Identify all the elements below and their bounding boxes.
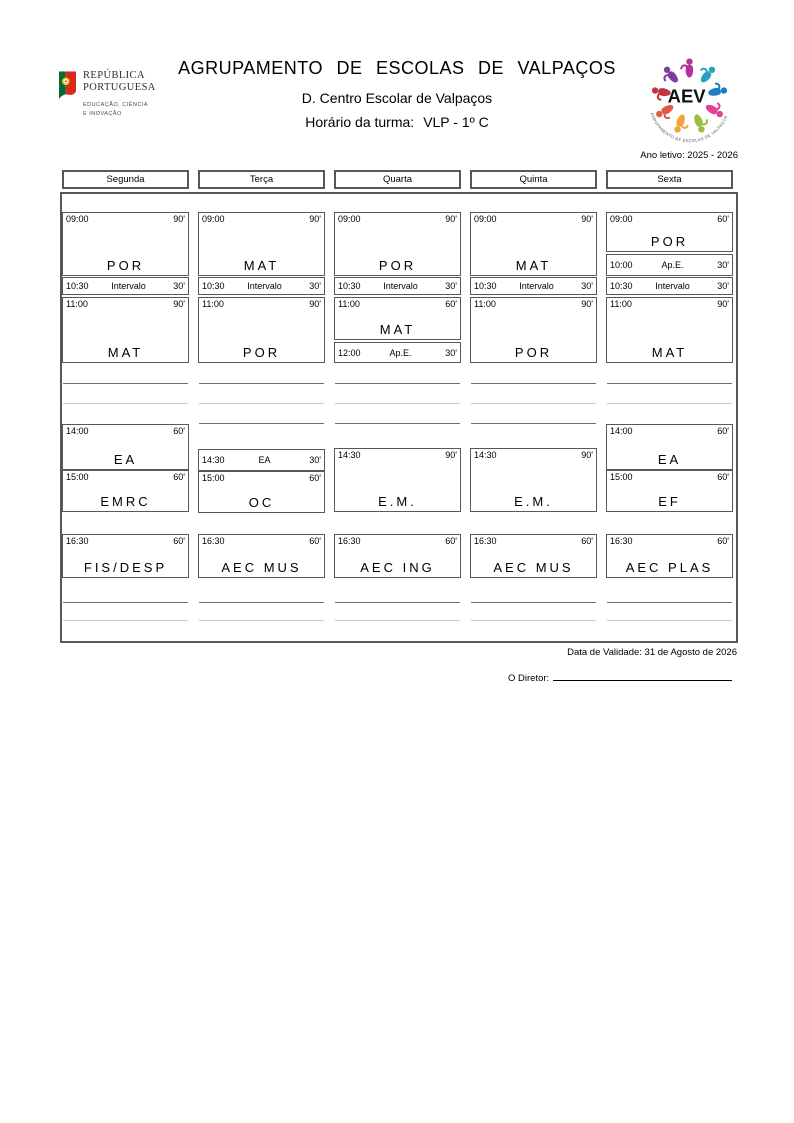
lesson-block xyxy=(334,297,461,340)
aev-figure xyxy=(693,112,711,134)
rule-line xyxy=(471,383,596,384)
day-header-label: Quinta xyxy=(519,174,548,185)
lesson-duration: 60' xyxy=(445,536,457,546)
lesson-duration: 60' xyxy=(173,426,185,436)
period-label: EA xyxy=(258,455,271,465)
period-label: Ap.E. xyxy=(389,347,412,358)
lesson-block xyxy=(606,297,733,363)
lesson-subject: POR xyxy=(242,345,281,360)
lesson-start-time: 16:30 xyxy=(202,536,225,546)
lesson-duration: 90' xyxy=(581,299,593,309)
period-duration: 30' xyxy=(173,281,185,291)
gov-logo-line2: PORTUGUESA xyxy=(83,81,156,93)
rule-line xyxy=(63,403,188,404)
period-time: 10:00 xyxy=(610,260,633,270)
lesson-duration: 60' xyxy=(717,426,729,436)
day-header-label: Sexta xyxy=(657,174,682,185)
rule-line xyxy=(63,602,188,603)
lesson-subject: EMRC xyxy=(100,494,151,509)
lesson-time-row xyxy=(63,535,188,546)
lesson-start-time: 14:00 xyxy=(66,426,89,436)
period-time: 10:30 xyxy=(202,281,225,291)
day-header-quarta xyxy=(334,170,461,189)
lesson-block xyxy=(606,212,733,252)
lesson-subject: POR xyxy=(514,345,553,360)
lesson-time-row xyxy=(471,298,596,309)
lesson-block xyxy=(198,297,325,363)
lesson-time-row xyxy=(199,535,324,546)
lesson-subject: AEC ING xyxy=(360,560,435,575)
lesson-start-time: 14:00 xyxy=(610,426,633,436)
lesson-block xyxy=(606,424,733,470)
lesson-duration: 90' xyxy=(173,214,185,224)
lesson-time-row xyxy=(335,449,460,460)
rule-line xyxy=(607,620,732,621)
validity-date-label: Data de Validade: 31 de Agosto de 2026 xyxy=(567,647,737,658)
timetable-grid xyxy=(60,192,738,643)
rule-line xyxy=(335,383,460,384)
lesson-block xyxy=(334,448,461,512)
day-header-label: Segunda xyxy=(106,174,145,185)
lesson-start-time: 15:00 xyxy=(66,472,89,482)
lesson-duration: 60' xyxy=(309,536,321,546)
lesson-duration: 60' xyxy=(717,472,729,482)
lesson-start-time: 16:30 xyxy=(66,536,89,546)
gov-logo-dept-line1: EDUCAÇÃO, CIÊNCIA xyxy=(83,102,149,109)
lesson-subject: EA xyxy=(113,452,138,467)
lesson-start-time: 09:00 xyxy=(610,214,633,224)
rule-line xyxy=(199,403,324,404)
break-row xyxy=(470,277,597,295)
rule-line xyxy=(199,383,324,384)
lesson-time-row xyxy=(199,298,324,309)
lesson-block xyxy=(470,212,597,276)
lesson-block xyxy=(62,297,189,363)
lesson-subject: AEC MUS xyxy=(221,560,302,575)
day-header-label: Quarta xyxy=(382,174,413,185)
lesson-block xyxy=(470,448,597,512)
rule-line xyxy=(199,602,324,603)
lesson-time-row xyxy=(63,298,188,309)
lesson-start-time: 11:00 xyxy=(66,299,88,309)
aev-figure xyxy=(695,62,716,84)
lesson-subject: MAT xyxy=(651,345,688,360)
class-schedule-label: Horário da turma: xyxy=(305,114,415,130)
lesson-subject: OC xyxy=(248,495,275,510)
rule-line xyxy=(607,403,732,404)
lesson-block xyxy=(62,212,189,276)
break-row xyxy=(606,277,733,295)
short-lesson-row xyxy=(334,342,461,363)
lesson-block xyxy=(198,471,325,513)
period-label: Intervalo xyxy=(111,281,146,291)
rule-line xyxy=(471,602,596,603)
lesson-subject: MAT xyxy=(243,258,280,273)
period-time: 10:30 xyxy=(474,281,497,291)
lesson-start-time: 11:00 xyxy=(474,299,496,309)
lesson-duration: 90' xyxy=(581,214,593,224)
lesson-duration: 90' xyxy=(581,450,593,460)
short-lesson-row xyxy=(606,254,733,276)
rule-line xyxy=(335,602,460,603)
lesson-subject: AEC PLAS xyxy=(625,560,714,575)
aev-acronym: AEV xyxy=(667,85,706,107)
lesson-block xyxy=(198,212,325,276)
rule-line xyxy=(607,383,732,384)
lesson-subject: POR xyxy=(378,258,417,273)
day-header-label: Terça xyxy=(249,174,274,185)
period-time: 10:30 xyxy=(66,281,89,291)
period-duration: 30' xyxy=(717,260,729,270)
period-time: 10:30 xyxy=(610,281,633,291)
lesson-time-row xyxy=(199,472,324,483)
aev-figure xyxy=(704,99,726,119)
lesson-block xyxy=(334,212,461,276)
aev-figure xyxy=(673,113,691,135)
day-column-sexta xyxy=(606,194,733,641)
lesson-start-time: 16:30 xyxy=(474,536,497,546)
day-header-sexta xyxy=(606,170,733,189)
aev-figure xyxy=(681,58,693,77)
lesson-block xyxy=(198,534,325,578)
lesson-subject: MAT xyxy=(107,345,144,360)
lesson-subject: E.M. xyxy=(378,494,417,509)
lesson-time-row xyxy=(471,213,596,224)
lesson-block xyxy=(606,534,733,578)
lesson-block xyxy=(62,424,189,470)
lesson-duration: 60' xyxy=(173,472,185,482)
aev-logo xyxy=(641,51,738,148)
lesson-duration: 60' xyxy=(173,536,185,546)
lesson-duration: 90' xyxy=(445,214,457,224)
lesson-subject: E.M. xyxy=(514,494,553,509)
lesson-subject: EA xyxy=(657,452,682,467)
lesson-time-row xyxy=(607,425,732,436)
short-lesson-row xyxy=(198,449,325,471)
page-subtitle: D. Centro Escolar de Valpaços xyxy=(301,90,493,106)
rule-line xyxy=(471,423,596,424)
lesson-start-time: 14:30 xyxy=(474,450,497,460)
lesson-duration: 90' xyxy=(717,299,729,309)
lesson-start-time: 09:00 xyxy=(66,214,89,224)
rule-line xyxy=(335,423,460,424)
aev-figure xyxy=(659,65,680,87)
day-header-segunda xyxy=(62,170,189,189)
lesson-block xyxy=(470,297,597,363)
lesson-start-time: 16:30 xyxy=(338,536,361,546)
lesson-block xyxy=(62,534,189,578)
lesson-duration: 90' xyxy=(445,450,457,460)
lesson-start-time: 15:00 xyxy=(202,473,225,483)
lesson-start-time: 11:00 xyxy=(610,299,632,309)
period-label: Intervalo xyxy=(247,281,282,291)
lesson-time-row xyxy=(471,449,596,460)
period-duration: 30' xyxy=(445,281,457,291)
lesson-subject: POR xyxy=(106,258,145,273)
lesson-subject: AEC MUS xyxy=(493,560,574,575)
period-label: Intervalo xyxy=(383,281,418,291)
lesson-start-time: 11:00 xyxy=(338,299,360,309)
lesson-subject: MAT xyxy=(515,258,552,273)
day-header-quinta xyxy=(470,170,597,189)
period-time: 14:30 xyxy=(202,455,225,465)
lesson-time-row xyxy=(607,471,732,482)
school-year-label: Ano letivo: 2025 - 2026 xyxy=(640,150,738,161)
day-column-quarta xyxy=(334,194,461,641)
director-signature-line xyxy=(508,670,732,684)
period-duration: 30' xyxy=(309,455,321,465)
lesson-duration: 90' xyxy=(173,299,185,309)
lesson-start-time: 16:30 xyxy=(610,536,633,546)
lesson-time-row xyxy=(607,535,732,546)
lesson-duration: 90' xyxy=(309,214,321,224)
period-time: 10:30 xyxy=(338,281,361,291)
break-row xyxy=(334,277,461,295)
rule-line xyxy=(199,620,324,621)
day-header-row xyxy=(62,170,733,189)
lesson-start-time: 09:00 xyxy=(474,214,497,224)
rule-line xyxy=(335,620,460,621)
lesson-time-row xyxy=(607,298,732,309)
lesson-time-row xyxy=(63,425,188,436)
lesson-time-row xyxy=(199,213,324,224)
lesson-start-time: 09:00 xyxy=(338,214,361,224)
break-row xyxy=(198,277,325,295)
gov-logo-dept-line2: E INOVAÇÃO xyxy=(83,110,122,117)
lesson-block xyxy=(62,470,189,512)
lesson-duration: 90' xyxy=(309,299,321,309)
rule-line xyxy=(335,403,460,404)
lesson-time-row xyxy=(63,471,188,482)
rule-line xyxy=(471,620,596,621)
period-duration: 30' xyxy=(445,347,457,358)
lesson-duration: 60' xyxy=(717,214,729,224)
lesson-duration: 60' xyxy=(445,299,457,309)
day-column-terça xyxy=(198,194,325,641)
lesson-block xyxy=(334,534,461,578)
gov-logo-line1: REPÚBLICA xyxy=(83,70,145,81)
lesson-duration: 60' xyxy=(717,536,729,546)
period-label: Intervalo xyxy=(655,281,690,291)
rule-line xyxy=(607,602,732,603)
day-column-quinta xyxy=(470,194,597,641)
lesson-time-row xyxy=(335,213,460,224)
rule-line xyxy=(63,620,188,621)
lesson-time-row xyxy=(335,298,460,309)
lesson-time-row xyxy=(335,535,460,546)
aev-figure xyxy=(707,82,728,97)
lesson-time-row xyxy=(471,535,596,546)
page-title: AGRUPAMENTO DE ESCOLAS DE VALPAÇOS xyxy=(178,58,616,78)
period-label: Intervalo xyxy=(519,281,554,291)
lesson-block xyxy=(606,470,733,512)
period-duration: 30' xyxy=(717,281,729,291)
lesson-subject: FIS/DESP xyxy=(83,560,168,575)
lesson-start-time: 15:00 xyxy=(610,472,633,482)
rule-line xyxy=(471,403,596,404)
lesson-block xyxy=(470,534,597,578)
lesson-duration: 60' xyxy=(309,473,321,483)
aev-ring-text: AGRUPAMENTO DE ESCOLAS DE VALPAÇOS xyxy=(649,111,729,144)
rule-line xyxy=(63,383,188,384)
rule-line xyxy=(199,423,324,424)
director-label: O Diretor: xyxy=(508,673,550,684)
day-header-terça xyxy=(198,170,325,189)
lesson-start-time: 09:00 xyxy=(202,214,225,224)
lesson-duration: 60' xyxy=(581,536,593,546)
lesson-subject: POR xyxy=(650,234,689,249)
lesson-subject: EF xyxy=(658,494,681,509)
period-time: 12:00 xyxy=(338,347,361,358)
period-duration: 30' xyxy=(581,281,593,291)
period-duration: 30' xyxy=(309,281,321,291)
lesson-subject: MAT xyxy=(379,322,416,337)
period-label: Ap.E. xyxy=(661,260,684,270)
lesson-start-time: 14:30 xyxy=(338,450,361,460)
lesson-start-time: 11:00 xyxy=(202,299,224,309)
lesson-time-row xyxy=(63,213,188,224)
lesson-time-row xyxy=(607,213,732,224)
break-row xyxy=(62,277,189,295)
class-schedule-value: VLP - 1º C xyxy=(423,114,489,130)
day-column-segunda xyxy=(62,194,189,641)
signature-underline xyxy=(553,670,732,681)
